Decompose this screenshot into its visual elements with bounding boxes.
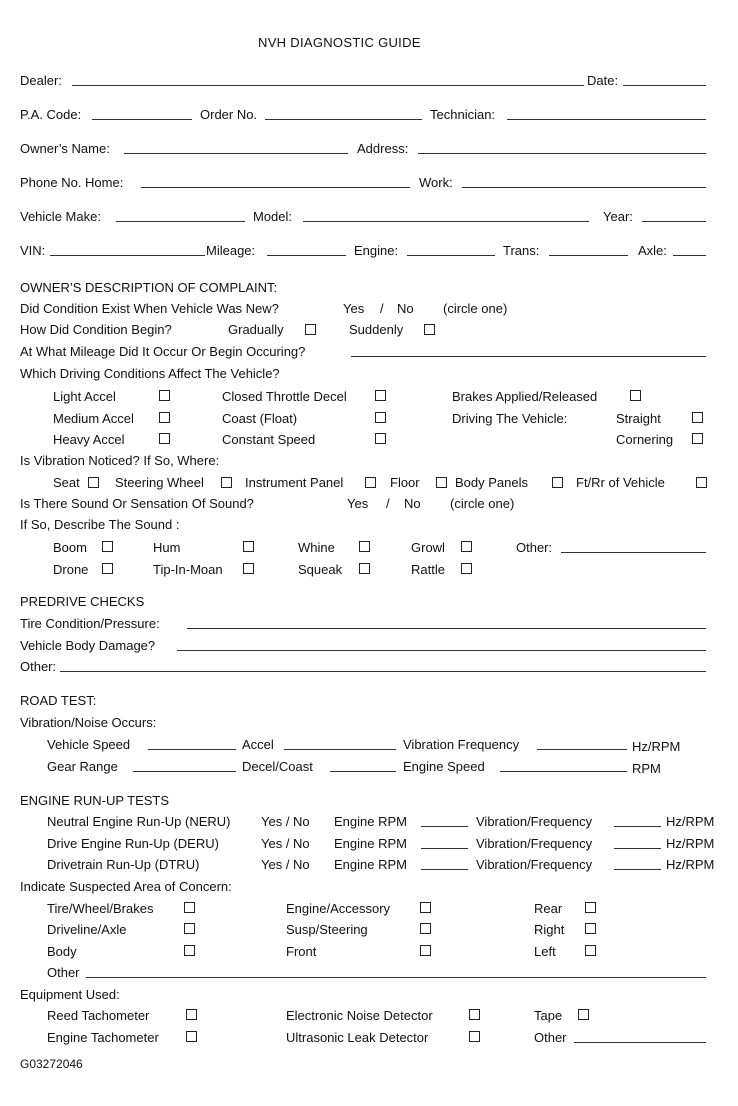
body-checkbox[interactable] <box>184 945 195 956</box>
dtru-vib-freq-label: Vibration/Frequency <box>476 857 593 872</box>
dtru-engine-rpm-label: Engine RPM <box>334 857 407 872</box>
engine-speed-field[interactable] <box>500 771 627 772</box>
new-no-option[interactable]: No <box>397 301 414 316</box>
body-damage-label: Vehicle Body Damage? <box>20 638 156 653</box>
concern-other-field[interactable] <box>86 977 706 978</box>
floor-label: Floor <box>390 475 420 490</box>
floor-checkbox[interactable] <box>436 477 447 488</box>
tire-wheel-checkbox[interactable] <box>184 902 195 913</box>
steering-wheel-label: Steering Wheel <box>115 475 204 490</box>
light-accel-label: Light Accel <box>53 389 116 404</box>
year-label: Year: <box>603 209 633 224</box>
brakes-label: Brakes Applied/Released <box>452 389 598 404</box>
phone-home-field[interactable] <box>141 187 410 188</box>
dtru-label: Drivetrain Run-Up (DTRU) <box>47 857 200 872</box>
dtru-engine-rpm-field[interactable] <box>421 869 468 870</box>
mileage-occur-field[interactable] <box>351 356 706 357</box>
vehicle-speed-label: Vehicle Speed <box>47 737 131 752</box>
vibration-frequency-field[interactable] <box>537 749 627 750</box>
pa-code-label: P.A. Code: <box>20 107 82 122</box>
gear-range-label: Gear Range <box>47 759 118 774</box>
year-field[interactable] <box>642 221 706 222</box>
boom-checkbox[interactable] <box>102 541 113 552</box>
road-test-heading: ROAD TEST: <box>20 693 97 708</box>
q-mileage: At What Mileage Did It Occur Or Begin Occuring? <box>20 344 306 359</box>
work-field[interactable] <box>462 187 706 188</box>
cornering-label: Cornering <box>616 432 674 447</box>
cornering-checkbox[interactable] <box>692 433 703 444</box>
q-sound: Is There Sound Or Sensation Of Sound? <box>20 496 254 511</box>
decel-coast-label: Decel/Coast <box>242 759 313 774</box>
axle-label: Axle: <box>638 243 667 258</box>
tire-condition-label: Tire Condition/Pressure: <box>20 616 160 631</box>
engine-speed-label: Engine Speed <box>403 759 485 774</box>
growl-checkbox[interactable] <box>461 541 472 552</box>
neru-vib-freq-field[interactable] <box>614 826 661 827</box>
trans-label: Trans: <box>503 243 540 258</box>
deru-vib-freq-field[interactable] <box>614 848 661 849</box>
driving-vehicle-label: Driving The Vehicle: <box>452 411 568 426</box>
electronic-noise-checkbox[interactable] <box>469 1009 480 1020</box>
closed-throttle-checkbox[interactable] <box>375 390 386 401</box>
light-accel-checkbox[interactable] <box>159 390 170 401</box>
rattle-checkbox[interactable] <box>461 563 472 574</box>
rear-checkbox[interactable] <box>585 902 596 913</box>
hum-checkbox[interactable] <box>243 541 254 552</box>
left-checkbox[interactable] <box>585 945 596 956</box>
order-no-label: Order No. <box>200 107 258 122</box>
pa-code-field[interactable] <box>92 119 192 120</box>
dtru-hz-rpm: Hz/RPM <box>666 857 715 872</box>
technician-label: Technician: <box>430 107 496 122</box>
phone-home-label: Phone No. Home: <box>20 175 124 190</box>
hz-rpm-label: Hz/RPM <box>632 739 681 754</box>
body-panels-checkbox[interactable] <box>552 477 563 488</box>
body-damage-field[interactable] <box>177 650 706 651</box>
deru-engine-rpm-field[interactable] <box>421 848 468 849</box>
coast-checkbox[interactable] <box>375 412 386 423</box>
new-circle-one: (circle one) <box>443 301 508 316</box>
drone-label: Drone <box>53 562 89 577</box>
ultrasonic-label: Ultrasonic Leak Detector <box>286 1030 429 1045</box>
vin-field[interactable] <box>50 255 205 256</box>
sound-other-field[interactable] <box>561 552 706 553</box>
straight-label: Straight <box>616 411 661 426</box>
sound-circle-one: (circle one) <box>450 496 515 511</box>
front-checkbox[interactable] <box>420 945 431 956</box>
predrive-heading: PREDRIVE CHECKS <box>20 594 145 609</box>
hum-label: Hum <box>153 540 181 555</box>
page-title: NVH DIAGNOSTIC GUIDE <box>258 35 421 50</box>
deru-hz-rpm: Hz/RPM <box>666 836 715 851</box>
gear-range-field[interactable] <box>133 771 236 772</box>
dtru-yes-no[interactable]: Yes / No <box>261 857 310 872</box>
reed-tach-label: Reed Tachometer <box>47 1008 150 1023</box>
neru-yes-no[interactable]: Yes / No <box>261 814 310 829</box>
sound-no-option[interactable]: No <box>404 496 421 511</box>
instrument-panel-checkbox[interactable] <box>365 477 376 488</box>
sound-yes-option[interactable]: Yes <box>347 496 369 511</box>
address-label: Address: <box>357 141 409 156</box>
engine-accessory-label: Engine/Accessory <box>286 901 391 916</box>
equipment-other-label: Other <box>534 1030 567 1045</box>
rpm-label: RPM <box>632 761 661 776</box>
heavy-accel-checkbox[interactable] <box>159 433 170 444</box>
instrument-panel-label: Instrument Panel <box>245 475 344 490</box>
equipment-other-field[interactable] <box>574 1042 706 1043</box>
boom-label: Boom <box>53 540 87 555</box>
tip-in-moan-label: Tip-In-Moan <box>153 562 223 577</box>
constant-speed-checkbox[interactable] <box>375 433 386 444</box>
body-label: Body <box>47 944 77 959</box>
date-field[interactable] <box>623 85 706 86</box>
medium-accel-label: Medium Accel <box>53 411 134 426</box>
ft-rr-label: Ft/Rr of Vehicle <box>576 475 665 490</box>
q-vibration: Is Vibration Noticed? If So, Where: <box>20 453 220 468</box>
runup-heading: ENGINE RUN-UP TESTS <box>20 793 170 808</box>
mileage-field[interactable] <box>267 255 346 256</box>
vin-label: VIN: <box>20 243 46 258</box>
drone-checkbox[interactable] <box>102 563 113 574</box>
tire-wheel-label: Tire/Wheel/Brakes <box>47 901 154 916</box>
equipment-heading: Equipment Used: <box>20 987 120 1002</box>
address-field[interactable] <box>418 153 706 154</box>
steering-wheel-checkbox[interactable] <box>221 477 232 488</box>
neru-label: Neutral Engine Run-Up (NERU) <box>47 814 231 829</box>
whine-label: Whine <box>298 540 335 555</box>
deru-vib-freq-label: Vibration/Frequency <box>476 836 593 851</box>
closed-throttle-label: Closed Throttle Decel <box>222 389 347 404</box>
q-condition-new: Did Condition Exist When Vehicle Was New? <box>20 301 279 316</box>
predrive-other-field[interactable] <box>60 671 706 672</box>
coast-label: Coast (Float) <box>222 411 298 426</box>
vehicle-speed-field[interactable] <box>148 749 236 750</box>
electronic-noise-label: Electronic Noise Detector <box>286 1008 433 1023</box>
growl-label: Growl <box>411 540 445 555</box>
vibration-frequency-label: Vibration Frequency <box>403 737 520 752</box>
new-slash: / <box>380 301 384 316</box>
squeak-checkbox[interactable] <box>359 563 370 574</box>
ft-rr-checkbox[interactable] <box>696 477 707 488</box>
accel-label: Accel <box>242 737 274 752</box>
complaint-heading: OWNER’S DESCRIPTION OF COMPLAINT: <box>20 280 278 295</box>
ultrasonic-checkbox[interactable] <box>469 1031 480 1042</box>
neru-engine-rpm-label: Engine RPM <box>334 814 407 829</box>
tip-in-moan-checkbox[interactable] <box>243 563 254 574</box>
seat-checkbox[interactable] <box>88 477 99 488</box>
dtru-vib-freq-field[interactable] <box>614 869 661 870</box>
q-describe-sound: If So, Describe The Sound : <box>20 517 180 532</box>
engine-field[interactable] <box>407 255 495 256</box>
tape-checkbox[interactable] <box>578 1009 589 1020</box>
engine-accessory-checkbox[interactable] <box>420 902 431 913</box>
vehicle-make-label: Vehicle Make: <box>20 209 101 224</box>
model-field[interactable] <box>303 221 589 222</box>
driveline-checkbox[interactable] <box>184 923 195 934</box>
date-label: Date: <box>587 73 619 88</box>
owner-name-field[interactable] <box>124 153 348 154</box>
gradually-label: Gradually <box>228 322 284 337</box>
neru-vib-freq-label: Vibration/Frequency <box>476 814 593 829</box>
work-label: Work: <box>419 175 453 190</box>
decel-coast-field[interactable] <box>330 771 396 772</box>
vibration-occurs-label: Vibration/Noise Occurs: <box>20 715 157 730</box>
deru-engine-rpm-label: Engine RPM <box>334 836 407 851</box>
deru-yes-no[interactable]: Yes / No <box>261 836 310 851</box>
axle-field[interactable] <box>673 255 706 256</box>
trans-field[interactable] <box>549 255 628 256</box>
dealer-label: Dealer: <box>20 73 62 88</box>
suddenly-label: Suddenly <box>349 322 404 337</box>
engine-label: Engine: <box>354 243 399 258</box>
tape-label: Tape <box>534 1008 563 1023</box>
sound-slash: / <box>386 496 390 511</box>
concern-heading: Indicate Suspected Area of Concern: <box>20 879 232 894</box>
constant-speed-label: Constant Speed <box>222 432 316 447</box>
concern-other-label: Other <box>47 965 80 980</box>
body-panels-label: Body Panels <box>455 475 528 490</box>
suddenly-checkbox[interactable] <box>424 324 435 335</box>
brakes-checkbox[interactable] <box>630 390 641 401</box>
reed-tach-checkbox[interactable] <box>186 1009 197 1020</box>
front-label: Front <box>286 944 317 959</box>
straight-checkbox[interactable] <box>692 412 703 423</box>
neru-engine-rpm-field[interactable] <box>421 826 468 827</box>
technician-field[interactable] <box>507 119 706 120</box>
engine-tach-checkbox[interactable] <box>186 1031 197 1042</box>
susp-steering-checkbox[interactable] <box>420 923 431 934</box>
heavy-accel-label: Heavy Accel <box>53 432 125 447</box>
right-label: Right <box>534 922 565 937</box>
right-checkbox[interactable] <box>585 923 596 934</box>
medium-accel-checkbox[interactable] <box>159 412 170 423</box>
predrive-other-label: Other: <box>20 659 57 674</box>
seat-label: Seat <box>53 475 80 490</box>
squeak-label: Squeak <box>298 562 343 577</box>
driveline-label: Driveline/Axle <box>47 922 127 937</box>
q-condition-begin: How Did Condition Begin? <box>20 322 172 337</box>
engine-tach-label: Engine Tachometer <box>47 1030 159 1045</box>
rattle-label: Rattle <box>411 562 445 577</box>
neru-hz-rpm: Hz/RPM <box>666 814 715 829</box>
accel-field[interactable] <box>284 749 396 750</box>
susp-steering-label: Susp/Steering <box>286 922 368 937</box>
sound-other-label: Other: <box>516 540 553 555</box>
whine-checkbox[interactable] <box>359 541 370 552</box>
figure-id: G03272046 <box>20 1057 83 1071</box>
model-label: Model: <box>253 209 293 224</box>
vehicle-make-field[interactable] <box>116 221 245 222</box>
rear-label: Rear <box>534 901 563 916</box>
tire-condition-field[interactable] <box>187 628 706 629</box>
left-label: Left <box>534 944 556 959</box>
dealer-field[interactable] <box>72 85 584 86</box>
q-driving-conditions: Which Driving Conditions Affect The Vehicle? <box>20 366 280 381</box>
mileage-label: Mileage: <box>206 243 256 258</box>
owner-name-label: Owner’s Name: <box>20 141 110 156</box>
order-no-field[interactable] <box>265 119 422 120</box>
new-yes-option[interactable]: Yes <box>343 301 365 316</box>
deru-label: Drive Engine Run-Up (DERU) <box>47 836 219 851</box>
gradually-checkbox[interactable] <box>305 324 316 335</box>
